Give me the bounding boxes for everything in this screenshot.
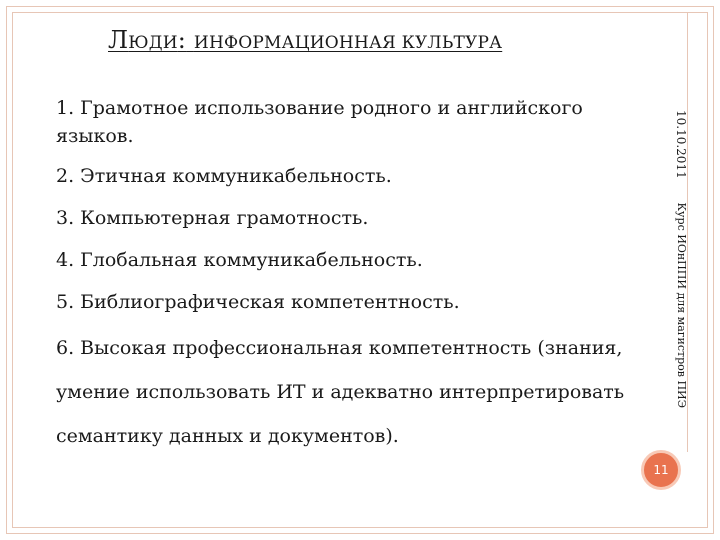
- title-part-1: ЮДИ: [128, 33, 178, 53]
- list-item: 2. Этичная коммуникабельность.: [56, 165, 392, 187]
- title-part-2: ИНФОРМАЦИОННАЯ КУЛЬТУРА: [193, 33, 503, 53]
- list-item: 1. Грамотное использование родного и английского языков.: [56, 97, 583, 147]
- page-number: 11: [653, 463, 669, 477]
- list-item: 4. Глобальная коммуникабельность.: [56, 249, 423, 271]
- title-colon: :: [177, 26, 187, 54]
- title-first-letter: Л: [108, 26, 129, 54]
- slide-date: 10.10.2011: [674, 110, 688, 179]
- course-name: Курс ИОнППИ для магистров ПИЭ: [675, 202, 688, 409]
- page-number-badge: [641, 450, 681, 490]
- list-item: 6. Высокая профессиональная компетентность (знания, умение использовать ИТ и адекватно интерпретировать семантику данных и документов).: [56, 337, 625, 447]
- list-item: 3. Компьютерная грамотность.: [56, 207, 369, 229]
- slide-footer-vertical: [664, 110, 688, 410]
- slide-content: [56, 94, 660, 458]
- list-item: 5. Библиографическая компетентность.: [56, 291, 460, 313]
- slide-title: [108, 26, 502, 54]
